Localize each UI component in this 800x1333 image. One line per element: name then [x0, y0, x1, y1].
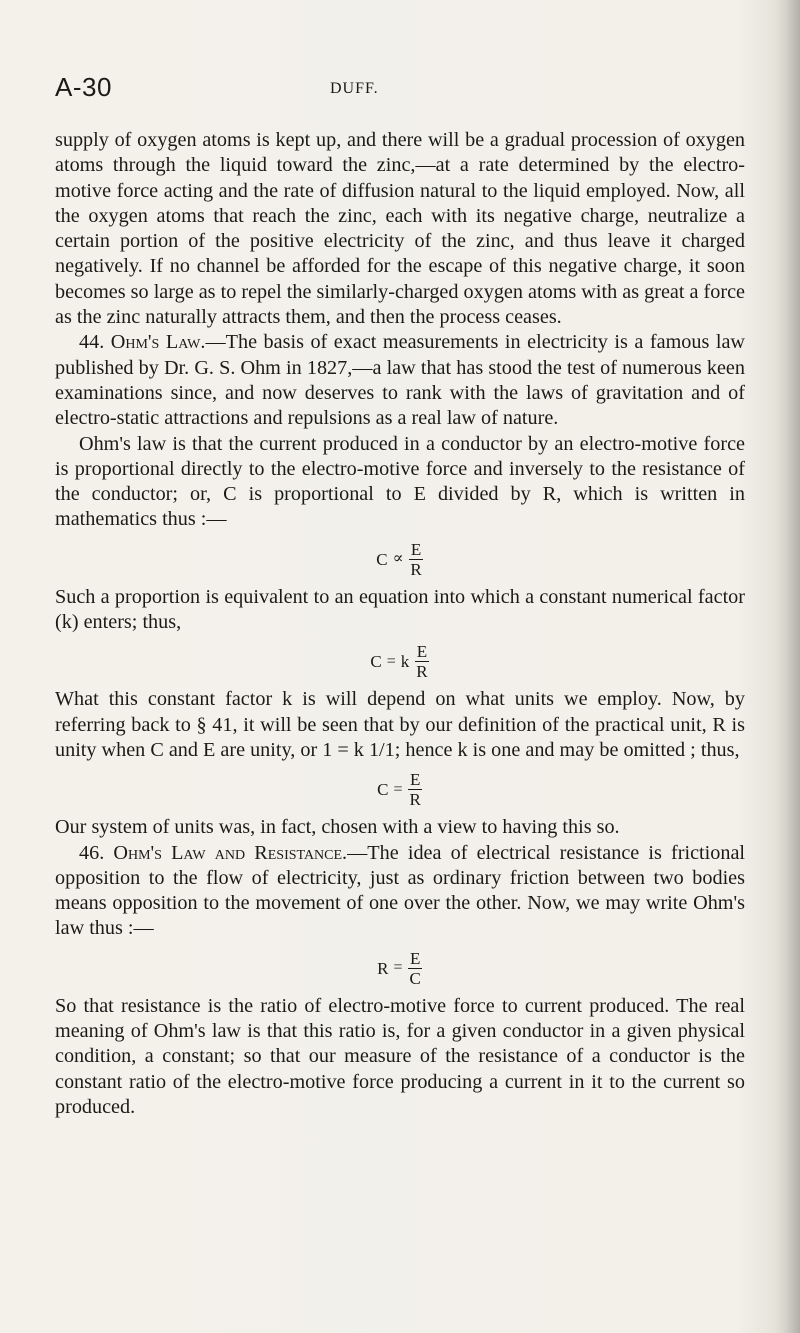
section-46-number: 46. — [79, 841, 105, 864]
section-46-text: —The idea of electrical resistance is frictional opposition to the flow of electricity, just as ordinary friction between two bodies means opposition to the movement of one over the other. Now, we may write Ohm's law thus :— — [55, 841, 746, 940]
formula-2-numerator: E — [416, 642, 428, 662]
section-44-number: 44. — [79, 331, 105, 354]
paragraph-proportion-equation: Such a proportion is equivalent to an equation into which a constant numerical factor (k) enters; thus, — [55, 585, 745, 634]
formula-3-operator: = — [393, 780, 403, 798]
running-head: DUFF. — [330, 80, 379, 97]
paragraph-constant-factor: What this constant factor k is will depend on what units we employ. Now, by referring back to § 41, it will be seen that by our definition of the practical unit, R is unity when C and E are unity, or 1 = k 1/1; hence k is one and may be omitted ; thus, — [55, 688, 745, 761]
paragraph-resistance-ratio: So that resistance is the ratio of electro-motive force to current produced. The real meaning of Ohm's law is that this ratio is, for a given conductor in a given physical condition, a constant; so that our measure of the resistance of a conductor is the constant ratio of the electro-motive force producing a current in it to the current so produced. — [55, 994, 745, 1118]
section-46-title: Ohm's Law and Resistance. — [113, 841, 348, 864]
formula-3-left: C — [377, 780, 389, 800]
formula-2-left: C — [370, 652, 382, 672]
formula-1-denominator: R — [410, 559, 422, 579]
page-edge-shadow — [774, 0, 800, 1333]
page-number: A-30 — [55, 72, 112, 102]
formula-with-constant — [55, 643, 745, 680]
formula-1-numerator: E — [410, 539, 422, 559]
formula-2-denominator: R — [416, 662, 428, 682]
formula-1-fraction — [408, 541, 423, 578]
formula-3-fraction — [408, 771, 423, 808]
paragraph-system-of-units: Our system of units was, in fact, chosen with a view to having this so. — [55, 816, 620, 839]
formula-4-operator: = — [393, 959, 403, 977]
formula-4-left: R — [377, 958, 389, 978]
formula-4-fraction — [408, 950, 423, 987]
section-44 — [55, 330, 745, 431]
formula-3-denominator: R — [409, 790, 421, 810]
formula-1-operator: ∝ — [392, 550, 404, 568]
formula-2-fraction — [414, 643, 429, 680]
formula-resistance — [55, 950, 745, 987]
page-body — [55, 128, 745, 1120]
paragraph-oxygen-procession: supply of oxygen atoms is kept up, and there will be a gradual procession of oxygen atoms through the liquid toward the zinc,—at a rate determined by the electro-motive force acting and the rate of diffusion natural to the liquid employed. Now, all the oxygen atoms that reach the zinc, each with its negative charge, neutralize a certain portion of the positive electricity of the zinc, and thus leave it charged negatively. If no channel be afforded for the escape of this negative charge, it soon becomes so large as to repel the similarly-charged oxygen atoms with as great a force as the zinc naturally attracts them, and then the process ceases. — [55, 129, 745, 329]
paragraph-ohms-law-statement: Ohm's law is that the current produced in a conductor by an electro-motive force is proportional directly to the electro-motive force and inversely to the resistance of the conductor; or, C is proportional to E divided by R, which is written in mathematics thus :— — [55, 432, 745, 531]
section-46 — [55, 841, 745, 942]
formula-2-factor: k — [400, 652, 410, 672]
formula-ohms-law — [55, 771, 745, 808]
formula-4-numerator: E — [409, 948, 421, 968]
formula-proportional — [55, 541, 745, 578]
page-header — [55, 72, 745, 112]
formula-3-numerator: E — [409, 770, 421, 790]
formula-2-operator: = — [386, 652, 396, 670]
section-44-text: —The basis of exact measurements in electricity is a famous law published by Dr. G. S. Ohm in 1827,—a law that has stood the test of numerous keen examinations since, and now deserves to rank with the laws of gravitation and of electro-static attractions and repulsions as a real law of nature. — [55, 331, 745, 430]
formula-4-denominator: C — [409, 968, 421, 988]
formula-1-left: C — [376, 549, 388, 569]
section-44-title: Ohm's Law. — [110, 331, 206, 354]
